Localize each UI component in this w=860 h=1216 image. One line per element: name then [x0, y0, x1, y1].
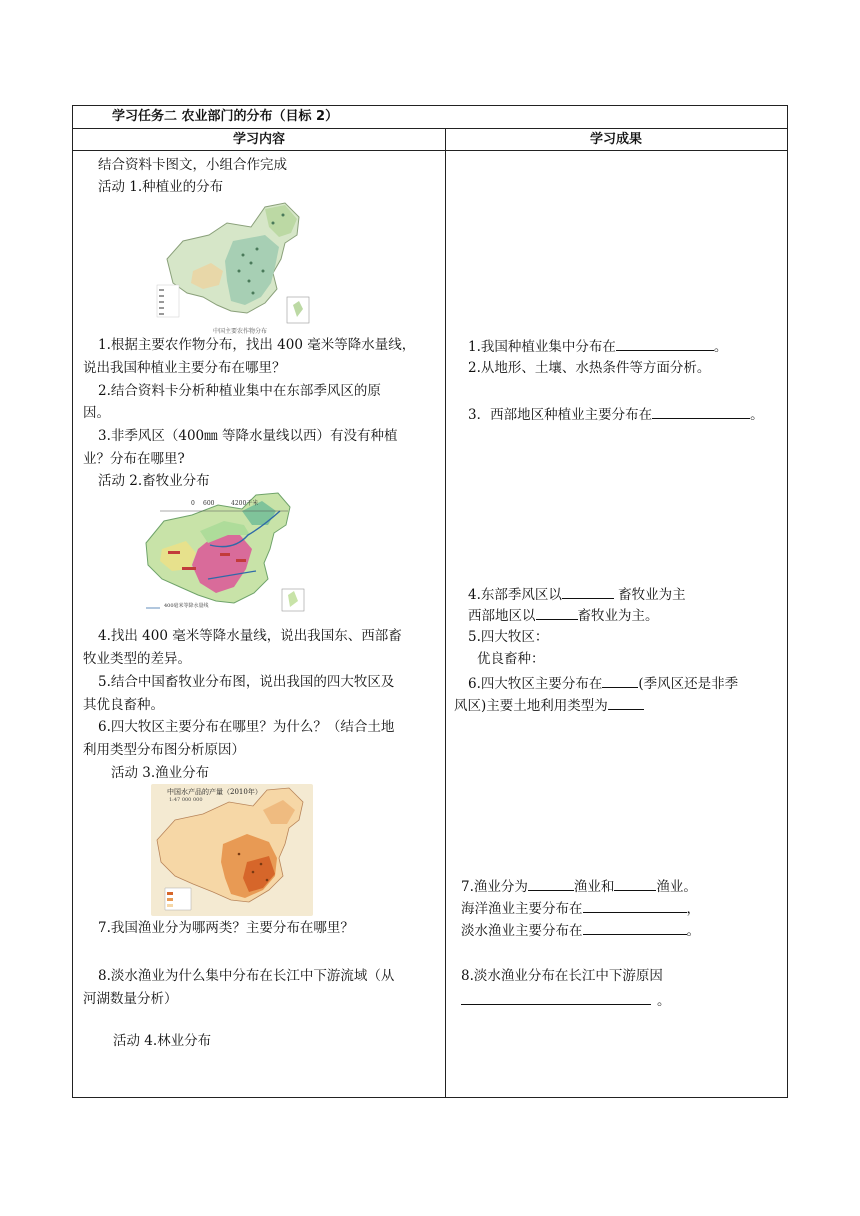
- header-content: 学习内容: [232, 132, 285, 147]
- answer-blank-4b[interactable]: [536, 605, 578, 620]
- map2-scale-mid: 600: [203, 500, 215, 507]
- question-8-line1: 8.淡水渔业为什么集中分布在长江中下游流域（从: [98, 968, 395, 984]
- map2-legend: 400毫米等降水量线: [164, 603, 209, 609]
- question-3-line2: 业？分布在哪里?: [83, 451, 185, 467]
- result-8b: [461, 990, 671, 1010]
- question-5-line1: 5.结合中国畜牧业分布图，说出我国的四大牧区及: [98, 674, 395, 690]
- question-3-line1: 3.非季风区（400㎜ 等降水量线以西）有没有种植: [98, 428, 398, 444]
- question-1-line2: 说出我国种植业主要分布在哪里？: [83, 360, 286, 376]
- result-6-end: (季风区还是非季: [638, 676, 739, 692]
- result-4: [468, 584, 686, 604]
- question-4-line1: 4.找出 400 毫米等降水量线，说出我国东、西部畜: [98, 628, 402, 644]
- result-4b: [468, 605, 659, 625]
- map2-scale-zero: 0: [191, 500, 195, 507]
- answer-blank-1[interactable]: [616, 336, 714, 351]
- task-title: 学习任务二 农业部门的分布（目标 2）: [73, 106, 787, 129]
- table-header-row: [73, 129, 787, 151]
- worksheet-table: [72, 105, 788, 1098]
- result-8: 8.淡水渔业分布在长江中下游原因: [461, 968, 663, 984]
- result-1: [468, 336, 727, 356]
- answer-blank-7b[interactable]: [614, 876, 656, 891]
- result-7-mid: 渔业和: [573, 879, 615, 895]
- answer-blank-7c[interactable]: [583, 898, 687, 913]
- activity3-title: 活动 3.渔业分布: [111, 765, 210, 781]
- crop-distribution-map: [153, 201, 313, 331]
- question-7: 7.我国渔业分为哪两类？主要分布在哪里？: [98, 920, 354, 936]
- map3-title: 中国水产品的产量（2010年）: [167, 788, 262, 796]
- result-4b-text: 西部地区以: [468, 608, 536, 624]
- result-7-text: 7.渔业分为: [461, 879, 528, 895]
- livestock-distribution-map: [138, 491, 311, 616]
- result-4-end: 畜牧业为主: [613, 587, 686, 603]
- answer-blank-3[interactable]: [652, 404, 750, 419]
- question-2-line1: 2.结合资料卡分析种植业集中在东部季风区的原: [98, 383, 381, 399]
- result-6b-text: 风区)主要土地利用类型为: [454, 698, 608, 714]
- answer-blank-4a[interactable]: [562, 584, 614, 599]
- result-5: 5.四大牧区：: [468, 629, 549, 645]
- answer-blank-6b[interactable]: [608, 695, 644, 710]
- answer-blank-8[interactable]: [461, 990, 651, 1005]
- result-6b: [454, 695, 644, 715]
- result-4b-end: 畜牧业为主。: [577, 608, 659, 624]
- result-7: [461, 876, 697, 896]
- question-6-line1: 6.四大牧区主要分布在哪里？为什么？（结合土地: [98, 719, 395, 735]
- column-divider: [445, 129, 446, 1097]
- activity1-title: 活动 1.种植业的分布: [98, 179, 224, 195]
- result-3-end: 。: [750, 407, 764, 423]
- question-5-line2: 其优良畜种。: [83, 697, 164, 713]
- result-6-text: 6.四大牧区主要分布在: [468, 676, 603, 692]
- map2-scale: 4200千米: [231, 500, 259, 507]
- answer-blank-6a[interactable]: [602, 673, 638, 688]
- result-5b: 优良畜种：: [477, 651, 545, 667]
- activity2-title: 活动 2.畜牧业分布: [98, 473, 210, 489]
- question-8-line2: 河湖数量分析）: [83, 991, 178, 1007]
- result-7b-text: 海洋渔业主要分布在: [461, 901, 583, 917]
- answer-blank-7a[interactable]: [528, 876, 574, 891]
- activity4-title: 活动 4.林业分布: [113, 1033, 212, 1049]
- result-1-end: 。: [713, 339, 728, 355]
- map1-caption: 中国主要农作物分布: [213, 328, 268, 335]
- result-6: [468, 673, 738, 693]
- question-4-line2: 牧业类型的差异。: [83, 651, 191, 667]
- question-2-line2: 因。: [83, 405, 110, 421]
- result-7c-end: 。: [686, 923, 700, 939]
- result-7b: [461, 898, 700, 918]
- result-2: 2.从地形、土壤、水热条件等方面分析。: [468, 360, 711, 376]
- result-3: [468, 404, 764, 424]
- result-8b-end: 。: [657, 993, 671, 1009]
- question-6-line2: 利用类型分布图分析原因）: [83, 742, 245, 758]
- result-7c-text: 淡水渔业主要分布在: [461, 923, 583, 939]
- result-3-text: 3．西部地区种植业主要分布在: [468, 407, 653, 423]
- header-result: 学习成果: [589, 132, 642, 147]
- result-1-text: 1.我国种植业集中分布在: [468, 339, 616, 355]
- result-7-end: 渔业。: [656, 879, 697, 895]
- answer-blank-7d[interactable]: [583, 920, 687, 935]
- result-7c: [461, 920, 700, 940]
- intro-text: 结合资料卡图文，小组合作完成: [98, 157, 287, 173]
- question-1-line1: 1.根据主要农作物分布，找出 400 毫米等降水量线，: [98, 337, 416, 353]
- map3-subtitle: 1:47 000 000: [169, 797, 203, 803]
- result-4-text: 4.东部季风区以: [468, 587, 562, 603]
- result-7b-end: ，: [686, 901, 700, 917]
